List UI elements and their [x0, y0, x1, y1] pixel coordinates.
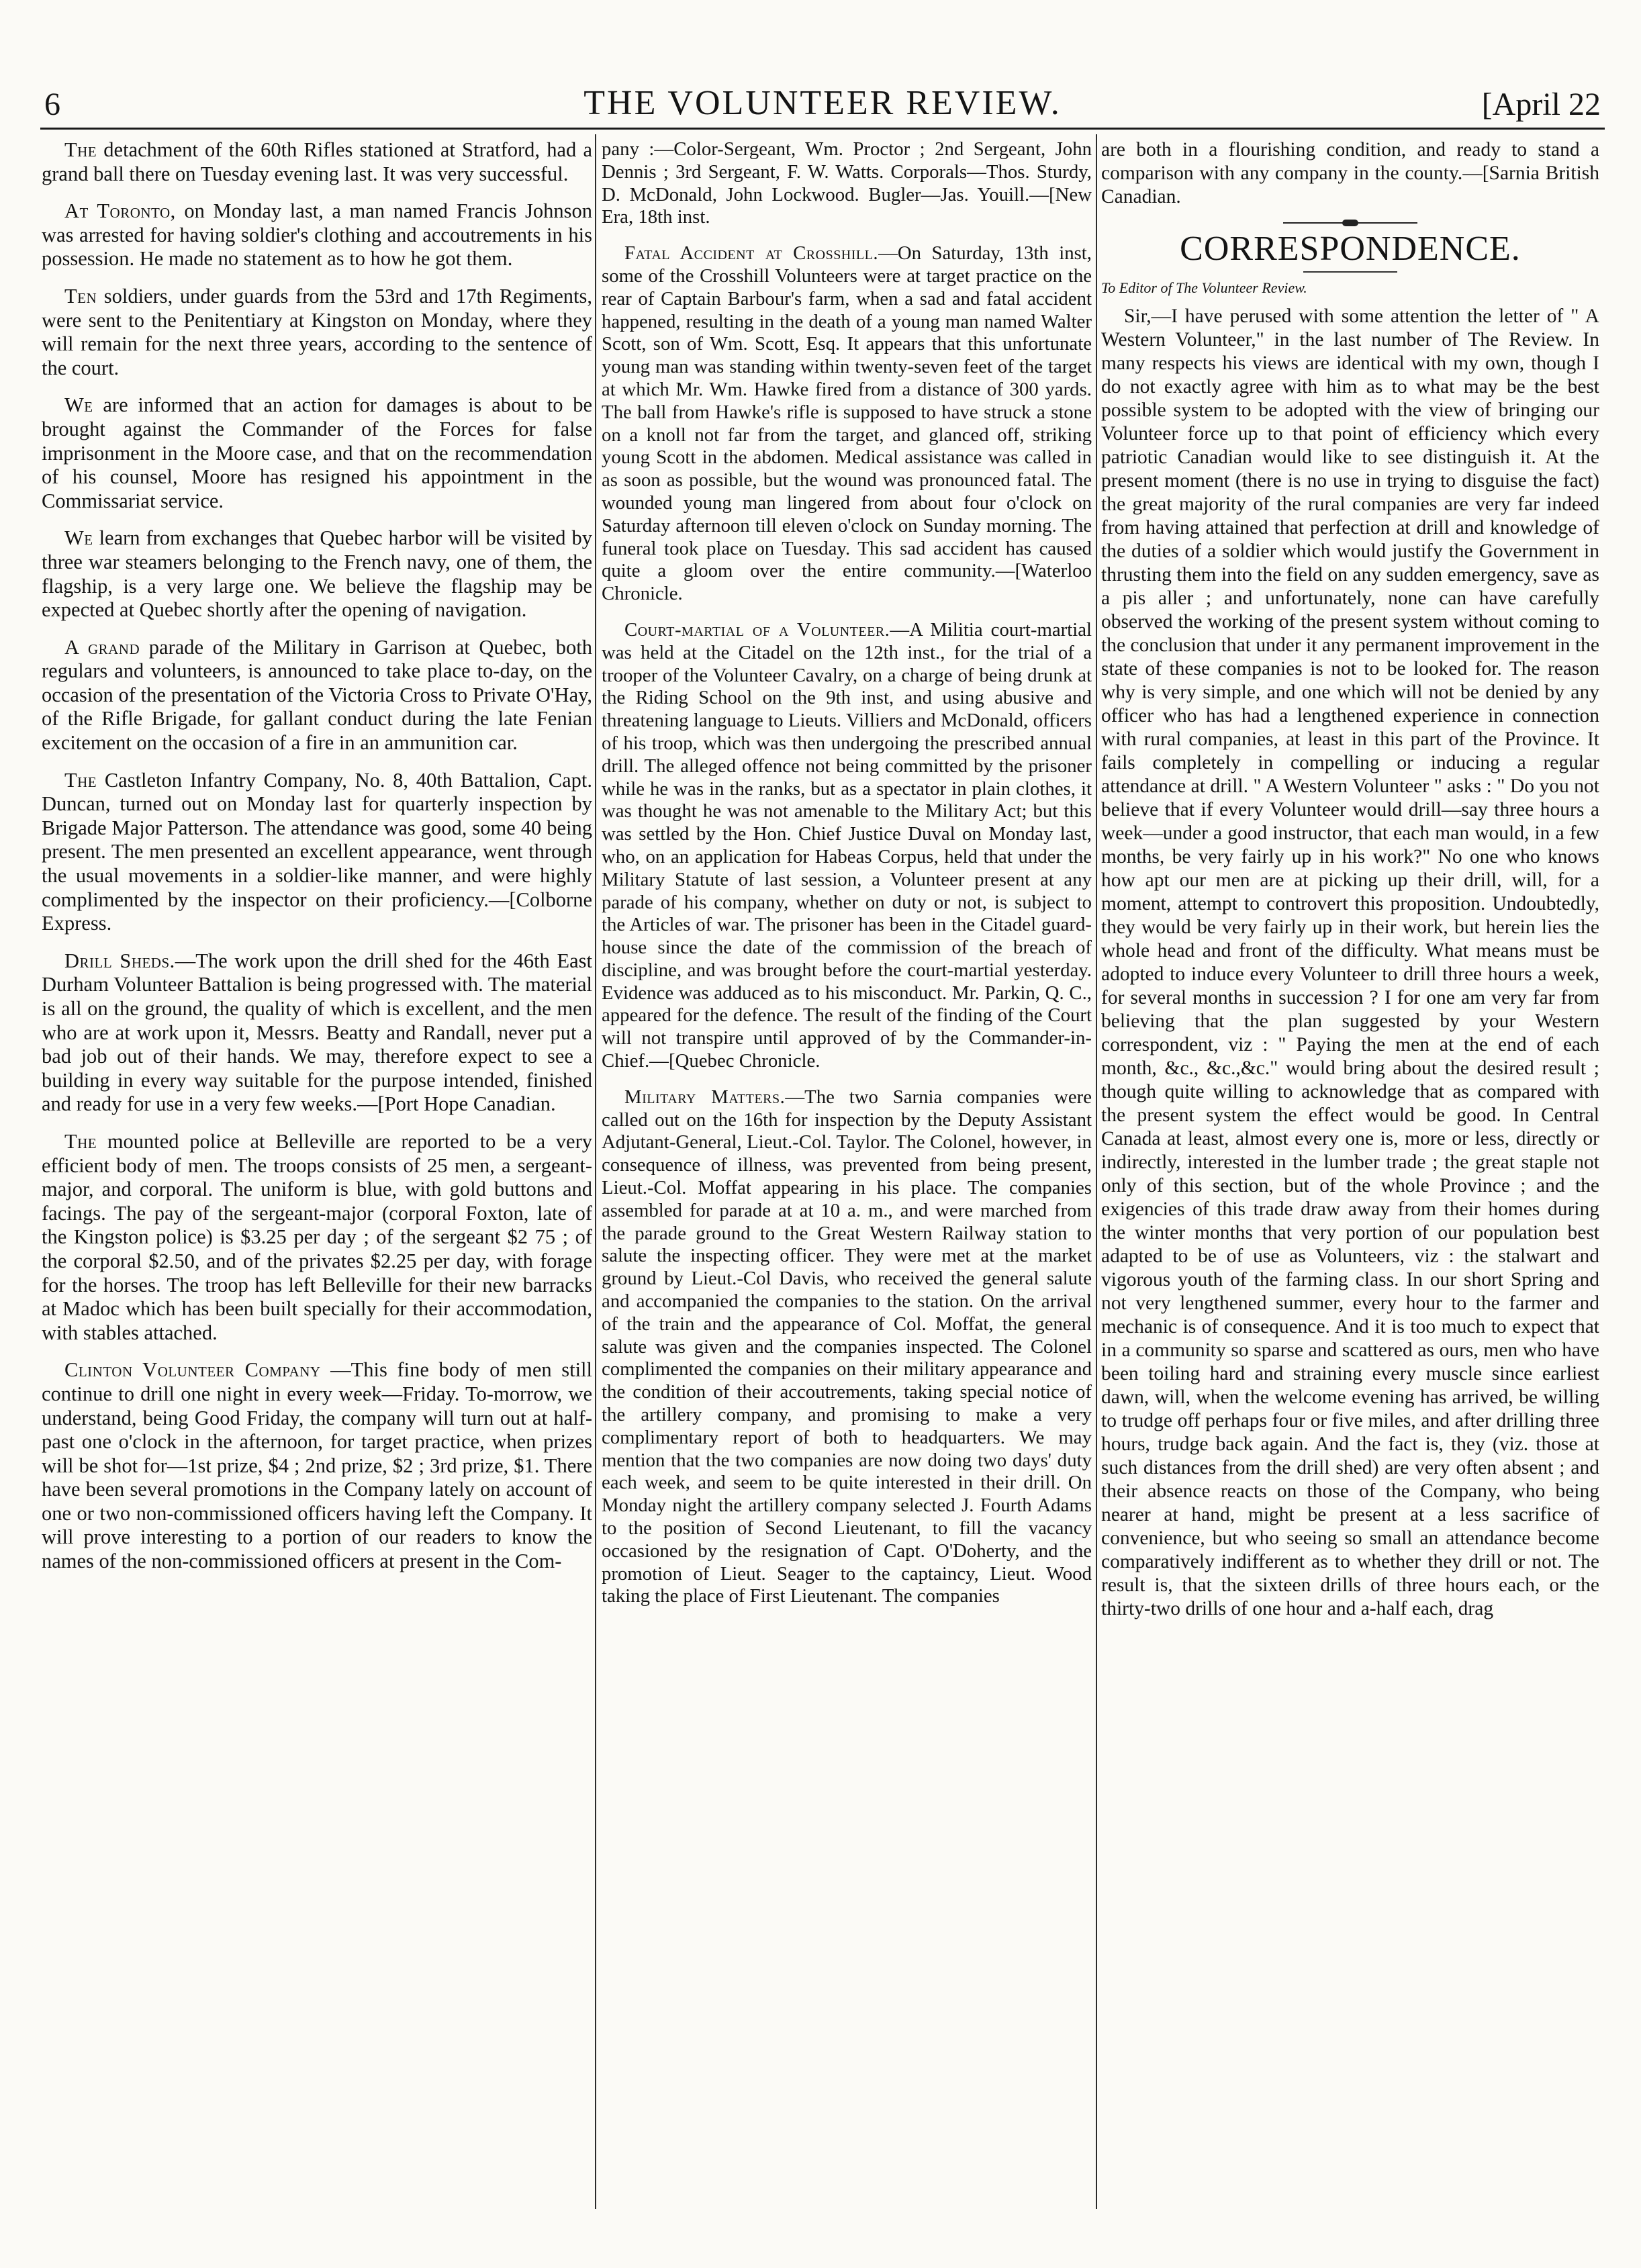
ornament-rule	[1283, 222, 1417, 224]
column-2	[602, 138, 1092, 2206]
masthead-title: THE VOLUNTEER REVIEW.	[583, 84, 1062, 122]
item-lead: The	[64, 768, 97, 792]
page-number: 6	[44, 87, 60, 122]
news-item	[42, 1130, 592, 1345]
item-text: —On Saturday, 13th inst, some of the Crosshill Volunteers were at target practice on the rear of Captain Barbour's farm, when a sad and fatal accident happened, resulting in the death of a young man named Walter Scott, son of Wm. Scott, Esq. It appears that this unfortunate young man was standing within twenty-seven feet of the target at which Mr. Wm. Hawke fired from a distance of 300 yards. The ball from Hawke's rifle is supposed to have struck a stone on a knoll not far from the target, and glanced off, striking young Scott in the abdomen. Medical assistance was called in as soon as possible, but the wound was pronounced fatal. The wounded young man lingered from about four o'clock on Saturday afternoon till eleven o'clock on Sunday morning. The funeral took place on Tuesday. This sad accident has caused quite a gloom over the entire community.—[Waterloo Chronicle.	[602, 242, 1092, 605]
column-divider	[1096, 134, 1097, 2209]
news-item	[42, 138, 592, 186]
news-item	[42, 769, 592, 936]
news-item	[42, 1358, 592, 1573]
news-item	[42, 199, 592, 271]
item-lead: The	[64, 138, 97, 161]
item-text: mounted police at Belleville are reported to be a very efficient body of men. The troops consists of 25 men, a sergeant-major, and corporal. The uniform is blue, with gold buttons and facings. The pay of the sergeant-major (corporal Foxton, late of the Kingston police) is $3.25 per day ; of the sergeant $2 75 ; of the corporal $2.50, and of the privates $2.25 per day, with forage for the horses. The troop has left Belleville for their new barracks at Madoc which has been built specially for their accommodation, with stables attached.	[42, 1129, 592, 1344]
item-lead: Clinton Volunteer Company	[64, 1358, 321, 1382]
item-lead: We	[64, 526, 93, 550]
item-text: —The two Sarnia companies were called out on the 16th for inspection by the Deputy Assistant Adjutant-General, Lieut.-Col. Taylor. The Colonel, however, in consequence of illness, was prevented from being present, Lieut.-Col. Moffat appearing in his place. The companies assembled for parade at at 10 a. m., and were marched from the parade ground to the Great Western Railway station to salute the inspecting officer. They were met at the market ground by Lieut.-Col Davis, who received the general salute and accompanied the companies to the station. On the arrival of the train and the appearance of Col. Moffat, the general salute was given and the companies inspected. The Colonel complimented the companies on their military appearance and the condition of their accoutrements, taking special notice of the artillery company, and promising to make a very complimentary report of both to headquarters. We may mention that the two companies are now doing two days' duty each week, and seem to be quite interested in their drill. On Monday night the artillery company selected J. Fourth Adams to the position of Second Lieutenant, to fill the vacancy occasioned by the resignation of Capt. O'Doherty, and the promotion of Lieut. Seager to the captaincy, Lieut. Wood taking the place of First Lieutenant. The companies	[602, 1086, 1092, 1607]
correspondence-section	[1101, 222, 1599, 273]
news-item	[42, 393, 592, 513]
column-3	[1101, 138, 1599, 2206]
item-lead: Fatal Accident at Crosshill.	[624, 242, 879, 265]
item-text: —The work upon the drill shed for the 46th East Durham Volunteer Battalion is being progressed with. The material is all on the ground, the quality of which is excellent, and the men who are at work upon it, Messrs. Beatty and Randall, never put a bad job out of their hands. We may, therefore expect to see a building in every way suitable for the purpose intended, finished and ready for use in a very few weeks.—[Port Hope Canadian.	[42, 949, 592, 1116]
heading-underline	[1303, 271, 1397, 273]
column-divider	[595, 134, 596, 2209]
item-lead: A grand	[64, 635, 140, 659]
news-item	[602, 242, 1092, 606]
news-item	[602, 1086, 1092, 1608]
item-text: parade of the Military in Garrison at Quebec, both regulars and volunteers, is announced to take place to-day, on the occasion of the presentation of the Victoria Cross to Private O'Hay, of the Rifle Brigade, for gallant conduct during the late Fenian excitement on the occasion of a fire in an ammunition car.	[42, 635, 592, 755]
news-item	[42, 526, 592, 622]
header-rule	[40, 128, 1605, 130]
news-item	[602, 619, 1092, 1073]
item-text: detachment of the 60th Rifles stationed at Stratford, had a grand ball there on Tuesday evening last. It was very successful.	[42, 138, 592, 185]
page-header	[40, 81, 1605, 124]
item-text: pany :—Color-Sergeant, Wm. Proctor ; 2nd Sergeant, John Dennis ; 3rd Sergeant, F. W. Watts. Corporals—Thos. Sturdy, D. McDonald, John Lockwood. Bugler—Jas. Youill.—[New Era, 18th inst.	[602, 138, 1092, 228]
column-1	[42, 138, 592, 2206]
article-continuation: are both in a flourishing condition, and ready to stand a comparison with any company in the county.—[Sarnia British Canadian.	[1101, 139, 1599, 207]
news-item	[602, 138, 1092, 229]
item-lead: Military Matters.	[624, 1086, 786, 1108]
issue-date: [April 22	[1481, 87, 1601, 122]
news-item	[42, 285, 592, 380]
item-lead: Drill Sheds.	[64, 949, 175, 972]
item-text: —This fine body of men still continue to drill one night in every week—Friday. To-morrow, we understand, being Good Friday, the company will turn out at half-past one o'clock in the afternoon, for target practice, when prizes will be shot for—1st prize, $4 ; 2nd prize, $2 ; 3rd prize, $1. There have been several promotions in the Company lately on account of one or two non-commissioned officers having left the Company. It will prove interesting to a portion of our readers to know the names of the non-commissioned officers at present in the Com-	[42, 1358, 592, 1573]
section-heading: CORRESPONDENCE.	[1180, 230, 1521, 268]
item-text: are informed that an action for damages is about to be brought against the Commander of the Forces for false imprisonment in the Moore case, and that on the recommendation of his counsel, Moore has resigned his appointment in the Commissariat service.	[42, 393, 592, 512]
item-lead: The	[64, 1129, 97, 1153]
item-lead: Court-martial of a Volunteer.	[624, 618, 890, 641]
item-text: learn from exchanges that Quebec harbor will be visited by three war steamers belonging to the French navy, one of them, the flagship, is a very large one. We believe the flagship may be expected at Quebec shortly after the opening of navigation.	[42, 526, 592, 622]
letter-salutation: To Editor of The Volunteer Review.	[1101, 279, 1307, 296]
item-text: Castleton Infantry Company, No. 8, 40th Battalion, Capt. Duncan, turned out on Monday last for quarterly inspection by Brigade Major Patterson. The attendance was good, some 40 being present. The men presented an excellent appearance, went through the usual movements in a soldier-like manner, and were highly complimented by the inspector on their proficiency.—[Colborne Express.	[42, 768, 592, 935]
item-lead: At Toronto,	[64, 199, 176, 223]
news-item	[42, 949, 592, 1117]
item-text: soldiers, under guards from the 53rd and 17th Regiments, were sent to the Penitentiary at Kingston on Monday, where they will remain for the next three years, according to the sentence of the court.	[42, 284, 592, 379]
letter-body: Sir,—I have perused with some attention the letter of " A Western Volunteer," in the last number of The Review. In many respects his views are identical with my own, though I do not exactly agree with him as to what may be the best possible system to be adopted with the view of bringing our Volunteer force up to that point of efficiency which every patriotic Canadian would like to see distinguish it. At the present moment (there is no use in trying to disguise the fact) the great majority of the rural companies are very far indeed from having attained that perfection at drill and knowledge of the duties of a soldier which would justify the Government in thrusting them into the field on any sudden emergency, save as a pis aller ; and unfortunately, none can have carefully observed the working of the present system without coming to the conclusion that under it any permanent improvement in the state of these companies is not to be looked for. The reason why is very simple, and one which will not be denied by any officer who has had a lengthened experience in connection with rural companies, at least in this part of the Province. It fails completely in compelling or inducing a regular attendance at drill. " A Western Volunteer " asks : " Do you not believe that if every Volunteer would drill—say three hours a week—under a good instructor, that each man would, in a few months, be very fairly up in his work?" No one who knows how apt our men are at picking up their drill, will, for a moment, attempt to controvert this proposition. Undoubtedly, they would be very fairly up in their work, but herein lies the whole head and front of the difficulty. What means must be adopted to induce every Volunteer to drill three hours a week, for several months in succession ? I for one am very far from believing that the plan suggested by your Western correspondent, viz : " Paying the men at the end of each month, &c., &c.,&c." would bring about the desired result ; though quite willing to acknowledge that as compared with the present system the effect would be good. In Central Canada at least, almost every one is, more or less, directly or indirectly, interested in the lumber trade ; the great staple not only of this section, but of the whole Province ; and the exigencies of this trade draw away from their homes during the winter months that very portion of our population best adapted to be of use as Volunteers, viz : the stalwart and vigorous youth of the farming class. In our short Spring and not very lengthened summer, every hour to the farmer and mechanic is of consequence. And it is too much to expect that in a community so sparse and scattered as ours, men who have been toiling hard and straining every muscle since earliest dawn, will, when the welcome evening has arrived, be willing to trudge off perhaps four or five miles, and after drilling three hours, trudge back again. And the fact is, they (viz. those at such distances from the drill shed) are very often absent ; and their absence reacts on those of the Company, who being nearer at hand, might be present at a less sacrifice of convenience, but who seeing so small an attendance become comparatively indifferent as to whether they drill or not. The result is, that the sixteen drills of three hours each, or the thirty-two drills of one hour and a-half each, drag	[1101, 305, 1599, 1619]
item-lead: Ten	[64, 284, 97, 308]
item-text: —A Militia court-martial was held at the Citadel on the 12th inst., for the trial of a trooper of the Volunteer Cavalry, on a charge of being drunk at the Riding School on the 9th inst, and using abusive and threatening language to Lieuts. Villiers and McDonald, officers of his troop, which was then undergoing the prescribed annual drill. The alleged offence not being committed by the prisoner while he was in the ranks, but as a spectator in plain clothes, it was thought he was not amenable to the Military Act; but this was settled by the Hon. Chief Justice Duval on Monday last, who, on an application for Habeas Corpus, held that under the Military Statute of last session, a Volunteer present at any parade of his company, whether on duty or not, is subject to the Articles of war. The prisoner has been in the Citadel guard-house since the date of the commission of the breach of discipline, and was brought before the court-martial yesterday. Evidence was adduced as to his misconduct. Mr. Parkin, Q. C., appeared for the defence. The result of the finding of the Court will not transpire until approved of by the Commander-in-Chief.—[Quebec Chronicle.	[602, 618, 1092, 1072]
item-lead: We	[64, 393, 93, 417]
item-text: on Monday last, a man named Francis Johnson was arrested for having soldier's clothing and accoutrements in his possession. He made no statement as to how he got them.	[42, 199, 592, 271]
news-item	[42, 636, 592, 755]
